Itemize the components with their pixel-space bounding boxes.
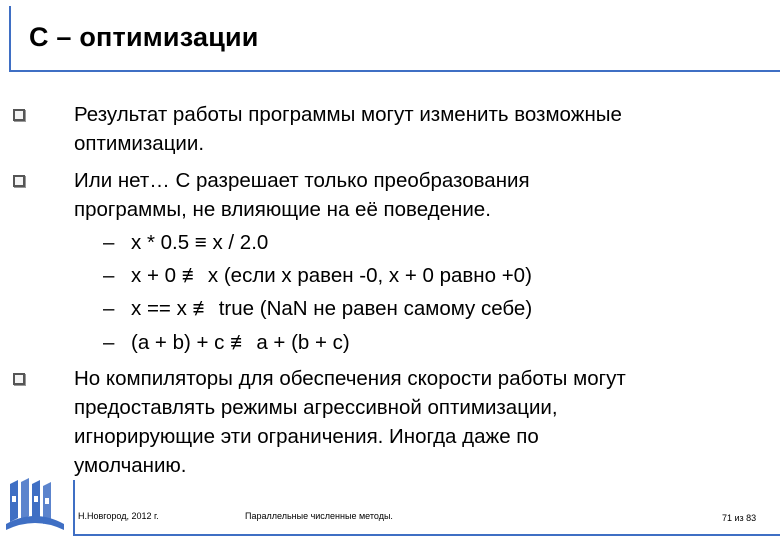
checkbox-square-icon bbox=[13, 175, 25, 187]
slide-title: C – оптимизации bbox=[29, 22, 259, 52]
bullet-item bbox=[74, 100, 764, 158]
sub-item-text: x == x ≢ true (NaN не равен самому себе) bbox=[131, 297, 533, 320]
sub-item bbox=[103, 228, 268, 257]
bullet-line: программы, не влияющие на её поведение. bbox=[74, 198, 491, 221]
footer-vertical-rule bbox=[73, 480, 75, 536]
footer-page-number: 71 из 83 bbox=[722, 513, 757, 523]
bullet-line: оптимизации. bbox=[74, 132, 205, 155]
dash-marker: – bbox=[103, 297, 115, 320]
sub-item-text: x * 0.5 ≡ x / 2.0 bbox=[131, 231, 269, 254]
bullet-item bbox=[74, 364, 764, 480]
bullet-line: Результат работы программы могут изменить возможные bbox=[74, 103, 622, 126]
sub-item bbox=[103, 261, 532, 290]
checkbox-square-icon bbox=[13, 109, 25, 121]
sub-item bbox=[103, 328, 350, 357]
dash-marker: – bbox=[103, 331, 115, 354]
bullet-line: Или нет… С разрешает только преобразования bbox=[74, 169, 530, 192]
bullet-line: Но компиляторы для обеспечения скорости работы могут bbox=[74, 367, 626, 390]
footer-location: Н.Новгород, 2012 г. bbox=[78, 511, 159, 521]
university-logo bbox=[4, 478, 66, 536]
checkbox-square-icon bbox=[13, 373, 25, 385]
sub-item-text: x + 0 ≢ x (если x равен -0, x + 0 равно +0) bbox=[131, 264, 532, 287]
bullet-line: умолчанию. bbox=[74, 454, 187, 477]
footer-horizontal-rule bbox=[73, 534, 780, 536]
dash-marker: – bbox=[103, 231, 115, 254]
bullet-item bbox=[74, 166, 764, 224]
sub-item bbox=[103, 294, 532, 323]
sub-item-text: (a + b) + c ≢ a + (b + c) bbox=[131, 331, 350, 354]
dash-marker: – bbox=[103, 264, 115, 287]
footer-course: Параллельные численные методы. bbox=[245, 511, 393, 521]
bullet-line: игнорирующие эти ограничения. Иногда даже по bbox=[74, 425, 539, 448]
bullet-line: предоставлять режимы агрессивной оптимизации, bbox=[74, 396, 558, 419]
